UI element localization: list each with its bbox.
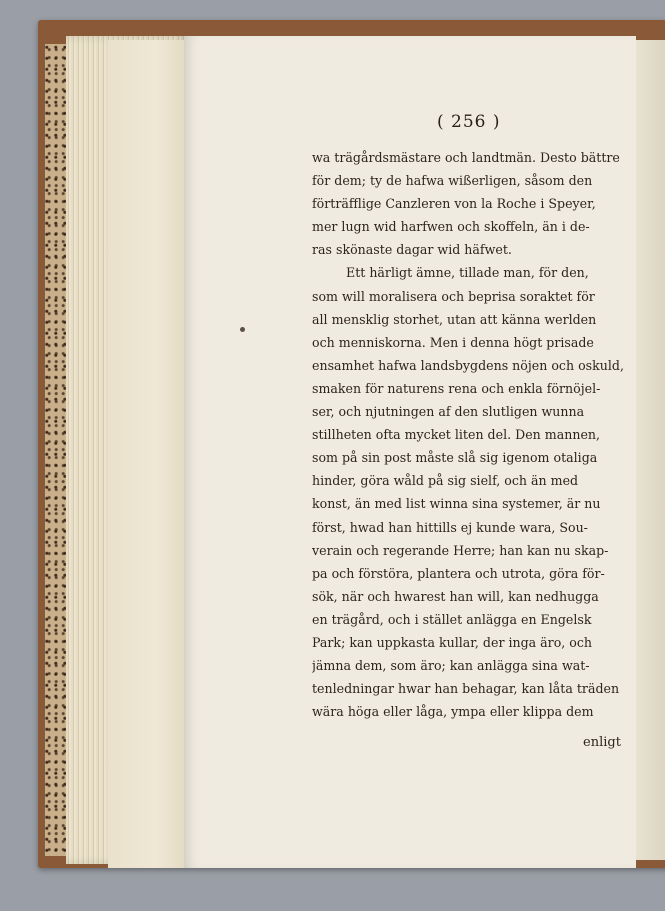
text-line: konst, än med list winna sina systemer, är nu: [312, 496, 601, 512]
body-text: [312, 146, 630, 723]
text-line: stillheten ofta mycket liten del. Den mannen,: [312, 427, 601, 443]
text-line: pa och förstöra, plantera och utrota, göra för-: [312, 565, 605, 581]
text-line: verain och regerande Herre; han kan nu skap-: [312, 542, 609, 558]
text-line: wära höga eller låga, ympa eller klippa dem: [312, 704, 594, 720]
text-line: hinder, göra wåld på sig sielf, och än med: [312, 473, 579, 489]
text-line: ser, och njutningen af den slutligen wunna: [312, 404, 585, 420]
text-line: förträfflige Canzleren von la Roche i Speyer,: [312, 196, 596, 212]
text-line: först, hwad han hittills ej kunde wara, Sou-: [312, 519, 588, 535]
text-line: Park; kan uppkasta kullar, der inga äro, och: [312, 634, 593, 650]
ink-spot: [240, 327, 245, 332]
text-line: tenledningar hwar han behagar, kan låta träden: [312, 681, 620, 697]
text-line: som will moralisera och beprisa soraktet för: [312, 288, 595, 304]
text-line: sök, när och hwarest han will, kan nedhugga: [312, 588, 599, 604]
text-line: smaken för naturens rena och enkla förnöjel-: [312, 380, 601, 396]
text-line: wa trägårdsmästare och landtmän. Desto bättre: [312, 150, 620, 165]
text-line: mer lugn wid harfwen och skoffeln, än i de-: [312, 219, 590, 235]
text-line: ras skönaste dagar wid häfwet.: [312, 242, 512, 258]
text-line: en trägård, och i stället anlägga en Engelsk: [312, 611, 592, 627]
catchword: enligt: [583, 735, 621, 750]
page-number: ( 256 ): [437, 112, 501, 132]
text-line: jämna dem, som äro; kan anlägga sina wat-: [312, 658, 590, 674]
text-line: all mensklig storhet, utan att känna werlden: [312, 311, 597, 327]
text-line: och menniskorna. Men i denna högt prisade: [312, 334, 594, 350]
next-page-edge: [636, 40, 665, 860]
left-page-fold: [108, 40, 188, 868]
text-line: som på sin post måste slå sig igenom otaliga: [312, 450, 598, 466]
text-line: ensamhet hafwa landsbygdens nöjen och oskuld,: [312, 357, 624, 373]
text-line: Ett härligt ämne, tillade man, för den,: [346, 265, 589, 281]
text-line: för dem; ty de hafwa wißerligen, såsom den: [312, 173, 593, 189]
